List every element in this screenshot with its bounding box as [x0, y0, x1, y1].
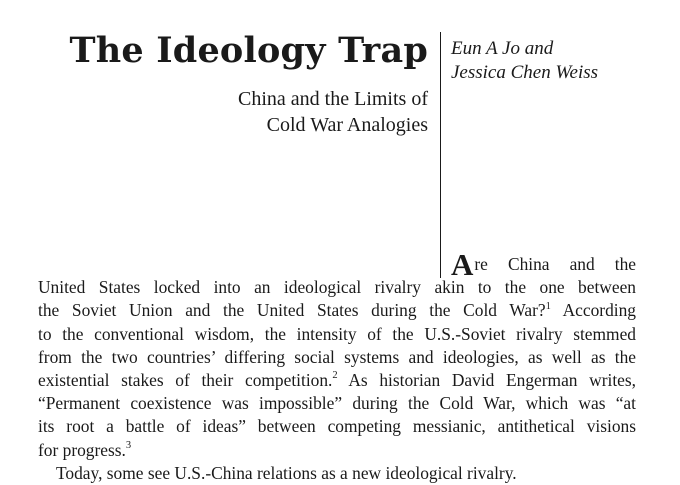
body-line-text: existential stakes of their competition. — [38, 370, 333, 391]
subtitle-line: Cold War Analogies — [266, 114, 428, 136]
body-line: its root a battle of ideas” between competing messianic, antithetical visions — [38, 416, 636, 437]
body-line — [38, 299, 636, 322]
body-line-text: re China and the — [474, 254, 636, 274]
footnote-marker[interactable]: 3 — [125, 439, 132, 451]
article-subtitle — [128, 86, 428, 138]
body-line: “Permanent coexistence was impossible” during the Cold War, which was “at — [38, 393, 636, 414]
body-line: United States locked into an ideological rivalry akin to the one between — [38, 277, 636, 298]
subtitle-line: China and the Limits of — [238, 88, 428, 110]
footnote-marker[interactable]: 1 — [545, 300, 551, 312]
body-line — [38, 439, 636, 462]
author-name: Eun A Jo and — [451, 38, 554, 59]
body-line-text: As historian David Engerman writes, — [337, 370, 637, 391]
author-byline — [451, 37, 671, 85]
vertical-divider — [440, 32, 441, 278]
footnote-marker[interactable]: 2 — [332, 370, 338, 382]
drop-cap: A — [451, 247, 474, 282]
article-title: The Ideology Trap — [69, 30, 428, 71]
author-name: Jessica Chen Weiss — [451, 62, 599, 83]
body-line-text: for progress. — [38, 439, 126, 460]
body-line: to the conventional wisdom, the intensity of the U.S.-Soviet rivalry stemmed — [38, 323, 636, 344]
body-line-text: the Soviet Union and the United States during the Cold War? — [38, 300, 546, 321]
body-line-text: According — [550, 300, 636, 321]
body-line — [38, 369, 636, 392]
body-line-first — [38, 247, 636, 282]
article-body — [38, 247, 637, 485]
body-line: from the two countries’ differing social systems and ideologies, as well as the — [38, 346, 636, 367]
body-line-partial: Today, some see U.S.-China relations as a new ideological rivalry. — [56, 462, 517, 483]
